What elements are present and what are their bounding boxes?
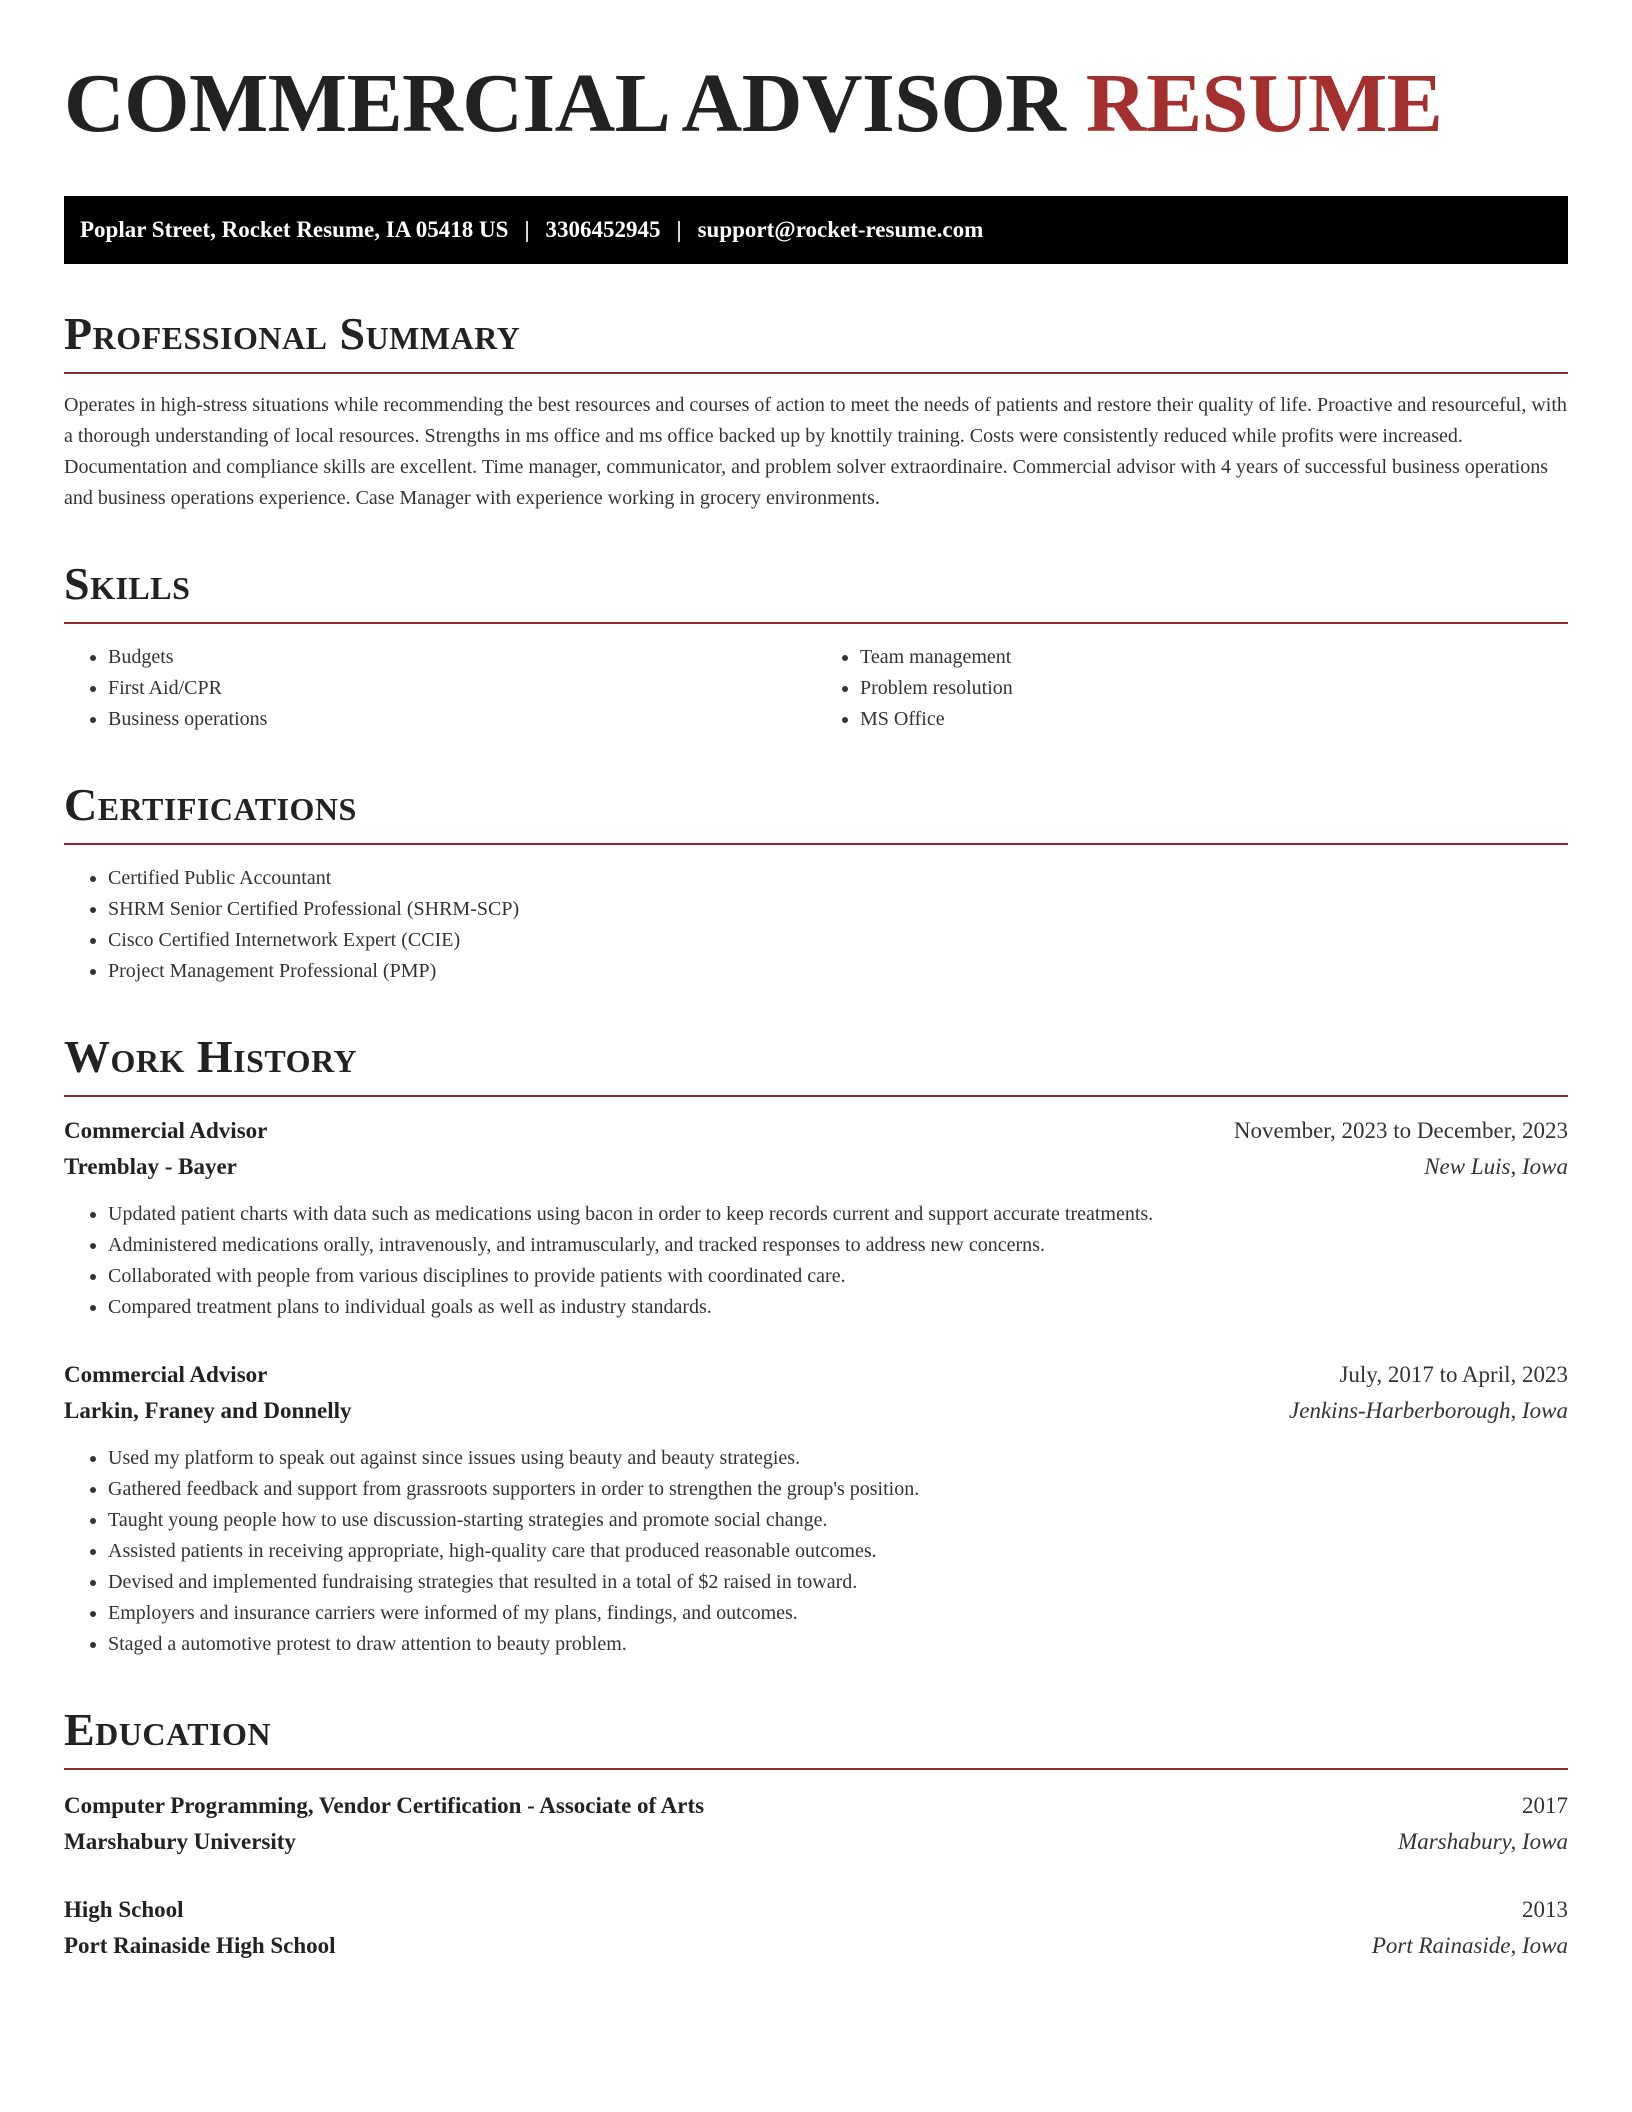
skill-item: • Team management <box>860 642 1568 673</box>
job-bullet: • Devised and implemented fundraising strategies that resulted in a total of $2 raised in toward. <box>108 1567 1568 1598</box>
skills-list-left <box>64 642 816 735</box>
contact-phone: 3306452945 <box>545 217 661 242</box>
certifications-heading: Certifications <box>64 779 1568 845</box>
education-school: Port Rainaside High School <box>64 1933 336 1958</box>
education-year: 2013 <box>1522 1897 1568 1922</box>
job-bullets <box>64 1443 1568 1660</box>
work-history-section <box>64 1031 1568 1660</box>
job-company: Larkin, Franey and Donnelly <box>64 1398 352 1423</box>
title-main: COMMERCIAL ADVISOR <box>64 57 1066 150</box>
job-bullet: • Collaborated with people from various disciplines to provide patients with coordinated care. <box>108 1261 1568 1292</box>
job-title: Commercial Advisor <box>64 1118 268 1143</box>
education-school: Marshabury University <box>64 1829 296 1854</box>
contact-address: Poplar Street, Rocket Resume, IA 05418 US <box>80 217 509 242</box>
education-degree: High School <box>64 1897 184 1922</box>
education-entry <box>64 1892 1568 1964</box>
certifications-section <box>64 779 1568 987</box>
job-title-row <box>64 1113 1568 1149</box>
education-section <box>64 1704 1568 1964</box>
job-title: Commercial Advisor <box>64 1362 268 1387</box>
skill-item: • Budgets <box>108 642 816 673</box>
education-entry <box>64 1788 1568 1860</box>
job-bullet: • Updated patient charts with data such as medications using bacon in order to keep records current and support accurate treatments. <box>108 1199 1568 1230</box>
certification-item: • Certified Public Accountant <box>108 863 1568 894</box>
contact-separator: | <box>676 217 682 242</box>
job-bullet: • Assisted patients in receiving appropriate, high-quality care that produced reasonable outcomes. <box>108 1536 1568 1567</box>
job-bullet: • Used my platform to speak out against since issues using beauty and beauty strategies. <box>108 1443 1568 1474</box>
job-title-row <box>64 1357 1568 1393</box>
job-dates: November, 2023 to December, 2023 <box>1233 1118 1568 1143</box>
resume-title <box>64 56 1568 152</box>
job-location: Jenkins-Harberborough, Iowa <box>1289 1398 1568 1423</box>
summary-heading: Professional Summary <box>64 308 1568 374</box>
job-entry <box>64 1357 1568 1660</box>
contact-email: support@rocket-resume.com <box>697 217 984 242</box>
skill-item: • MS Office <box>860 704 1568 735</box>
job-company-row <box>64 1149 1568 1185</box>
skill-item: • Problem resolution <box>860 673 1568 704</box>
job-dates: July, 2017 to April, 2023 <box>1339 1362 1568 1387</box>
skills-grid <box>64 624 1568 735</box>
certifications-list <box>64 863 1568 987</box>
job-bullet: • Employers and insurance carriers were informed of my plans, findings, and outcomes. <box>108 1598 1568 1629</box>
skills-heading: Skills <box>64 558 1568 624</box>
job-bullet: • Taught young people how to use discussion-starting strategies and promote social change. <box>108 1505 1568 1536</box>
education-school-row <box>64 1824 1568 1860</box>
job-bullets <box>64 1199 1568 1323</box>
education-location: Port Rainaside, Iowa <box>1371 1933 1568 1958</box>
skills-list-right <box>816 642 1568 735</box>
job-entry <box>64 1113 1568 1323</box>
education-heading: Education <box>64 1704 1568 1770</box>
education-year: 2017 <box>1522 1793 1568 1818</box>
job-bullet: • Staged a automotive protest to draw attention to beauty problem. <box>108 1629 1568 1660</box>
job-company: Tremblay - Bayer <box>64 1154 237 1179</box>
skills-section <box>64 558 1568 735</box>
skill-item: • Business operations <box>108 704 816 735</box>
education-school-row <box>64 1928 1568 1964</box>
title-accent: RESUME <box>1085 57 1443 150</box>
skill-item: • First Aid/CPR <box>108 673 816 704</box>
summary-section <box>64 308 1568 514</box>
education-degree-row <box>64 1788 1568 1824</box>
job-company-row <box>64 1393 1568 1429</box>
education-degree-row <box>64 1892 1568 1928</box>
job-location: New Luis, Iowa <box>1424 1154 1568 1179</box>
certification-item: • Project Management Professional (PMP) <box>108 956 1568 987</box>
work-history-heading: Work History <box>64 1031 1568 1097</box>
job-bullet: • Compared treatment plans to individual goals as well as industry standards. <box>108 1292 1568 1323</box>
contact-bar <box>64 196 1568 264</box>
certification-item: • Cisco Certified Internetwork Expert (CCIE) <box>108 925 1568 956</box>
education-degree: Computer Programming, Vendor Certification - Associate of Arts <box>64 1793 705 1818</box>
job-bullet: • Gathered feedback and support from grassroots supporters in order to strengthen the group's position. <box>108 1474 1568 1505</box>
summary-text: Operates in high-stress situations while recommending the best resources and courses of action to meet the needs of patients and restore their quality of life. Proactive and resourceful, with a thorough understanding of local resources. Strengths in ms office and ms office backed up by knottily training. Costs were consistently reduced while profits were increased. Documentation and compliance skills are excellent. Time manager, communicator, and problem solver extraordinaire. Commercial advisor with 4 years of successful business operations and business operations experience. Case Manager with experience working in grocery environments. <box>64 394 1567 509</box>
education-location: Marshabury, Iowa <box>1398 1829 1568 1854</box>
contact-separator: | <box>524 217 530 242</box>
certification-item: • SHRM Senior Certified Professional (SHRM-SCP) <box>108 894 1568 925</box>
job-bullet: • Administered medications orally, intravenously, and intramuscularly, and tracked responses to address new concerns. <box>108 1230 1568 1261</box>
